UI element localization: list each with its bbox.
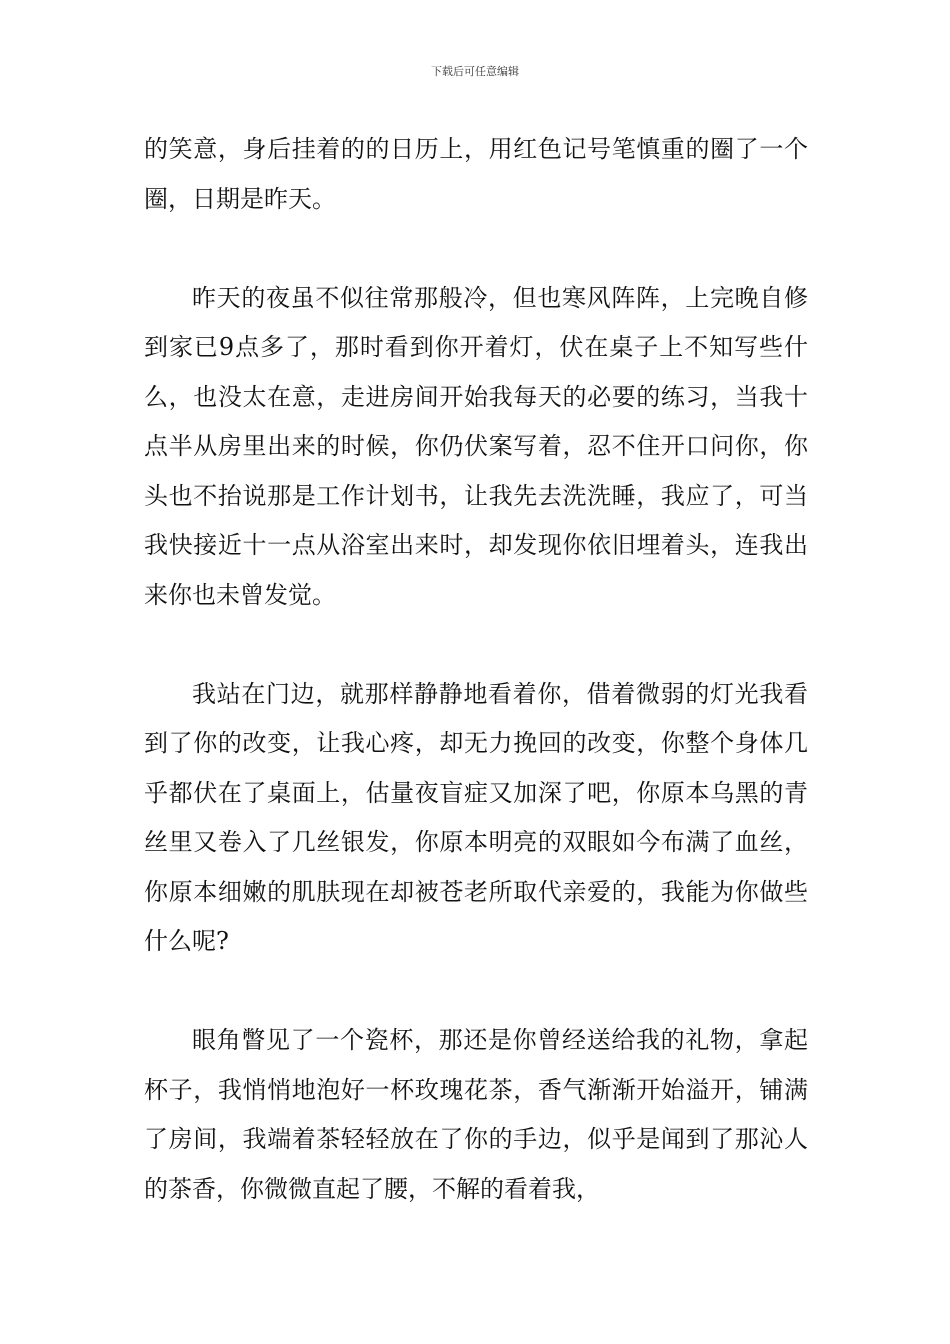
paragraph: 昨天的夜虽不似往常那般冷，但也寒风阵阵，上完晚自修到家已9点多了，那时看到你开着灯，伏在桌子上不知写些什么，也没太在意，走进房间开始我每天的必要的练习，当我十点半从房里出来的时候，你仍伏案写着，忍不住开口问你，你头也不抬说那是工作计划书，让我先去洗洗睡，我应了，可当我快接近十一点从浴室出来时，却发现你依旧埋着头，连我出来你也未曾发觉。 (144, 283, 808, 609)
paragraph-gap (144, 224, 808, 274)
paragraph-continuation: 的笑意，身后挂着的的日历上，用红色记号笔慎重的圈了一个圈，日期是昨天。 (144, 135, 808, 213)
paragraph: 眼角瞥见了一个瓷杯，那还是你曾经送给我的礼物，拿起杯子，我悄悄地泡好一杯玫瑰花茶，香气渐渐开始溢开，铺满了房间，我端着茶轻轻放在了你的手边，似乎是闻到了那沁人的茶香，你微微直起了腰，不解的看着我， (144, 1026, 808, 1203)
document-body (144, 125, 808, 1214)
paragraph: 我站在门边，就那样静静地看着你，借着微弱的灯光我看到了你的改变，让我心疼，却无力挽回的改变，你整个身体几乎都伏在了桌面上，估量夜盲症又加深了吧，你原本乌黑的青丝里又卷入了几丝银发，你原本明亮的双眼如今布满了血丝，你原本细嫩的肌肤现在却被苍老所取代亲爱的，我能为你做些什么呢? (144, 679, 808, 955)
page-header: 下载后可任意编辑 (431, 65, 519, 78)
paragraph-gap (144, 620, 808, 670)
paragraph-gap (144, 967, 808, 1017)
